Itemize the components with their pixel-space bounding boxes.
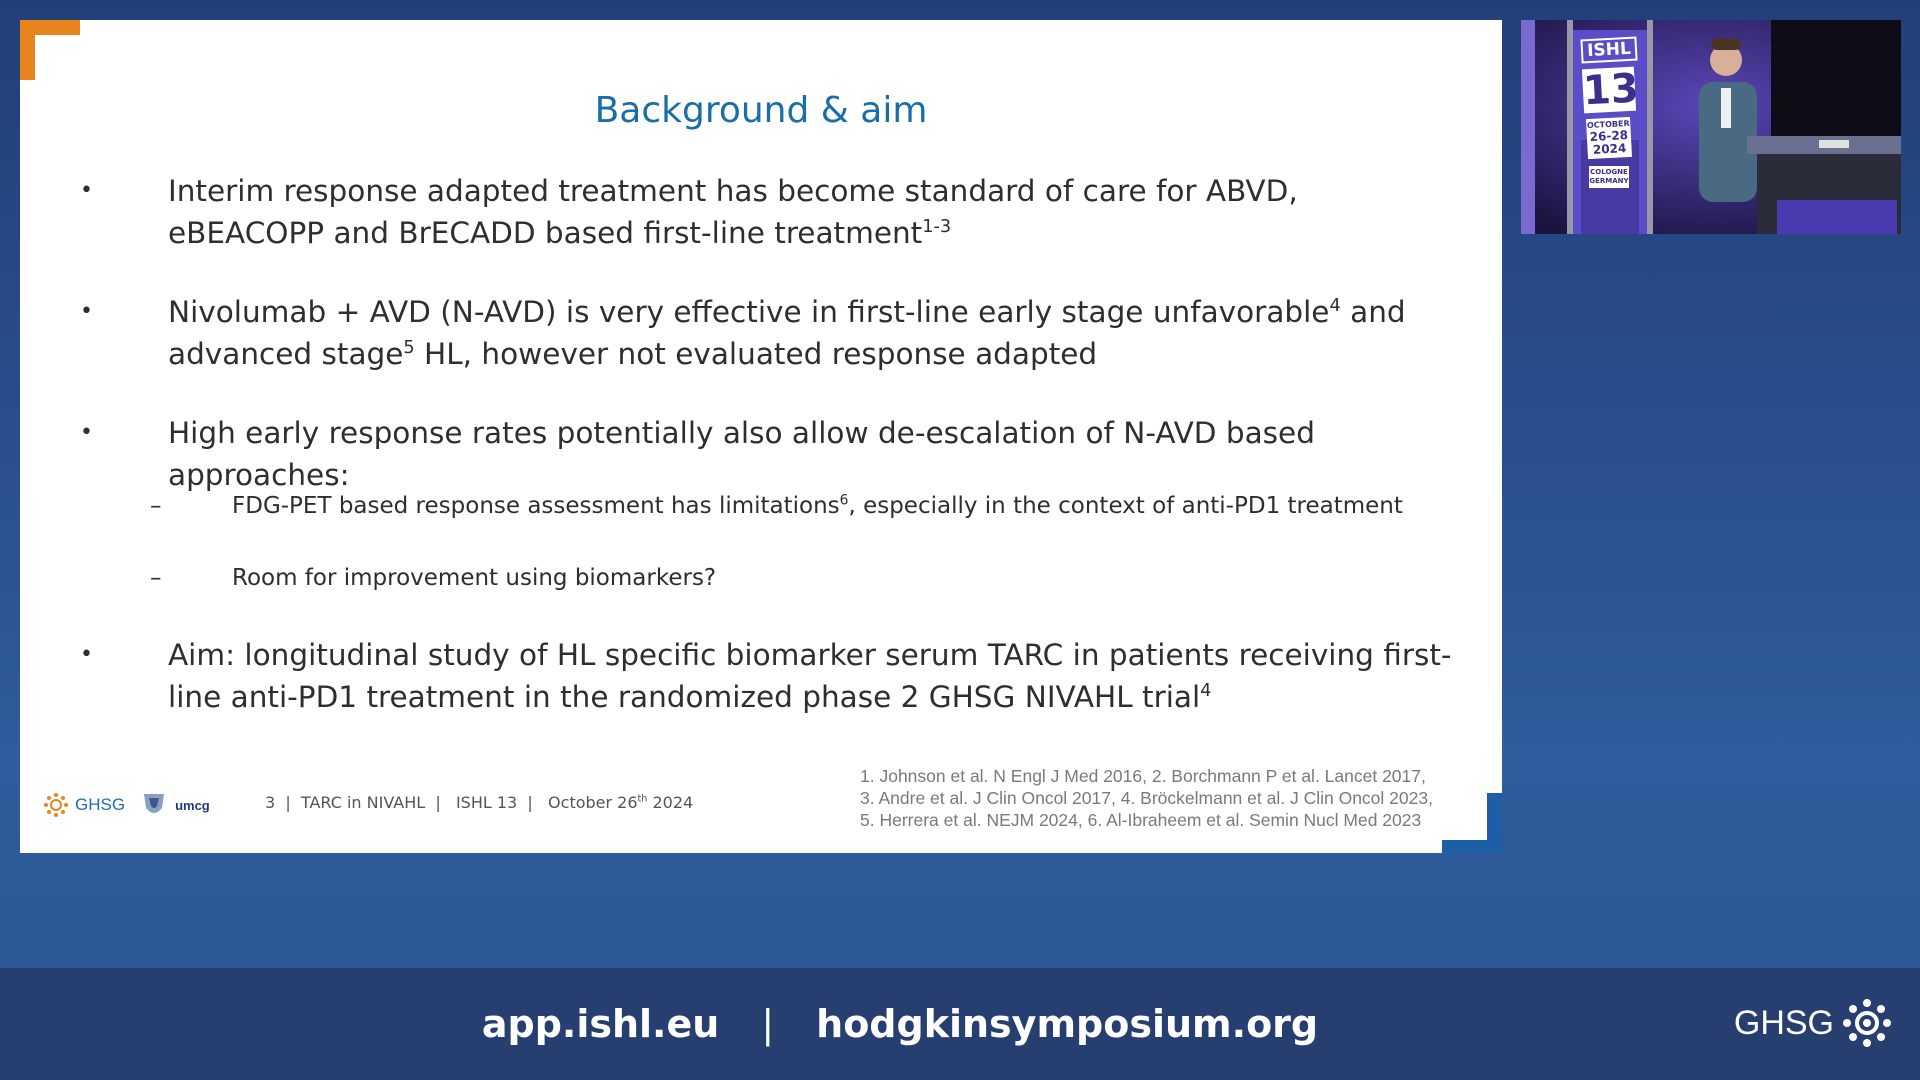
ishl-banner-text: ISHL 13 OCTOBER 26-28 2024 COLOGNE GERMANY xyxy=(1573,38,1645,188)
bottom-links xyxy=(0,968,1920,1080)
bullet-text: Nivolumab + AVD (N-AVD) is very effective in first-line early stage unfavorable$^4$ and advanced stage$^5$ HL, however not evaluated response adapted xyxy=(168,295,1406,371)
app-link[interactable]: app.ishl.eu xyxy=(481,1002,720,1046)
bottom-banner xyxy=(0,968,1920,1080)
bullet-marker: • xyxy=(80,642,93,667)
sub-bullet-text: Room for improvement using biomarkers? xyxy=(232,565,717,591)
ghsg-logo-text: GHSG xyxy=(75,795,126,814)
reference-line: 5. Herrera et al. NEJM 2024, 6. Al-Ibraheem et al. Semin Nucl Med 2023 xyxy=(860,810,1422,830)
slide-footer-text: 3 | TARC in NIVAHL | ISHL 13 | October 26th 2024 xyxy=(265,793,694,812)
presentation-slide xyxy=(35,35,1487,840)
bullet-item xyxy=(80,291,1460,375)
bullet-item xyxy=(80,170,1460,254)
symposium-link[interactable]: hodgkinsymposium.org xyxy=(816,1002,1319,1046)
sub-bullet-marker: – xyxy=(150,493,162,519)
bullet-text: High early response rates potentially also allow de-escalation of N-AVD based approaches: xyxy=(168,416,1315,492)
bullet-marker: • xyxy=(80,420,93,445)
bullet-text: Interim response adapted treatment has become standard of care for ABVD, eBEACOPP and BrECADD based first-line treatment$^{1-3}$ xyxy=(168,174,1298,250)
umcg-logo xyxy=(141,790,210,820)
bullet-item xyxy=(80,412,1460,492)
footer-logos xyxy=(43,785,210,825)
ghsg-logo xyxy=(43,792,125,818)
ghsg-bottom-logo xyxy=(1734,998,1892,1048)
bullet-item xyxy=(80,634,1460,718)
sub-bullet-marker: – xyxy=(150,565,162,591)
bullet-marker: • xyxy=(80,178,93,203)
link-separator: | xyxy=(761,1002,775,1046)
reference-line: 3. Andre et al. J Clin Oncol 2017, 4. Bröckelmann et al. J Clin Oncol 2023, xyxy=(860,788,1433,808)
slide-title: Background & aim xyxy=(594,90,928,131)
ghsg-bottom-logo-text: GHSG xyxy=(1733,1003,1834,1042)
reference-line: 1. Johnson et al. N Engl J Med 2016, 2. Borchmann P et al. Lancet 2017, xyxy=(860,766,1426,786)
bullet-text: Aim: longitudinal study of HL specific biomarker serum TARC in patients receiving first-line anti-PD1 treatment in the randomized phase 2 GHSG NIVAHL trial$^4$ xyxy=(168,638,1452,714)
bullet-marker: • xyxy=(80,299,93,324)
sub-bullet-text: FDG-PET based response assessment has limitations$^6$, especially in the context of anti-PD1 treatment xyxy=(232,492,1403,519)
ghsg-emblem-icon xyxy=(1842,998,1892,1048)
references xyxy=(860,765,1480,831)
speaker-video xyxy=(1521,20,1901,234)
umcg-crest-icon xyxy=(141,790,167,820)
ghsg-emblem-icon xyxy=(43,792,69,818)
umcg-logo-text: umcg xyxy=(175,797,210,813)
